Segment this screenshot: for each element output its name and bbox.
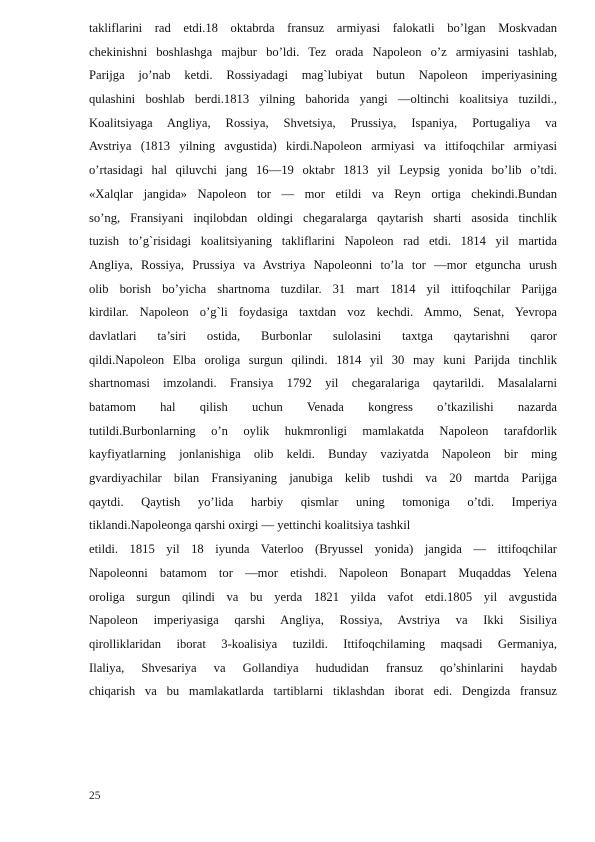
text-line: olib borish bo’yicha shartnoma tuzdilar. 31 mart 1814 yil ittifoqchilar Parijga — [89, 281, 557, 296]
text-line: o’rtasidagi hal qiluvchi jang 16—19 oktabr 1813 yil Leypsig yonida bo’lib o’tdi. — [89, 163, 557, 178]
text-line: gvardiyachilar bilan Fransiyaning janubiga kelib tushdi va 20 martda Parijga — [89, 471, 557, 486]
text-line: Koalitsiyaga Angliya, Rossiya, Shvetsiya, Prussiya, Ispaniya, Portugaliya va — [89, 115, 557, 130]
text-line: etildi. 1815 yil 18 iyunda Vaterloo (Bryussel yonida) jangida — ittifoqchilar — [89, 542, 557, 557]
text-line: Napoleonni batamom tor —mor etishdi. Napoleon Bonapart Muqaddas Yelena — [89, 565, 557, 580]
text-line: chiqarish va bu mamlakatlarda tartiblarni tiklashdan iborat edi. Dengizda fransuz — [89, 684, 557, 699]
text-line: tiklandi.Napoleonga qarshi oxirgi — yettinchi koalitsiya tashkil — [89, 518, 411, 533]
text-line: qildi.Napoleon Elba oroliga surgun qilindi. 1814 yil 30 may kuni Parijda tinchlik — [89, 352, 557, 367]
text-line: qulashini boshlab berdi.1813 yilning bahorida yangi —oltinchi koalitsiya tuzildi., — [89, 92, 557, 107]
body-text — [89, 17, 557, 704]
text-line: batamom hal qilish uchun Venada kongress o’tkazilishi nazarda — [89, 400, 557, 414]
text-line: Parijga jo’nab ketdi. Rossiyadagi mag`lubiyat butun Napoleon imperiyasining — [89, 68, 557, 83]
text-line: tutildi.Burbonlarning o’n oylik hukmronligi mamlakatda Napoleon tarafdorlik — [89, 423, 557, 438]
text-line: chekinishni boshlashga majbur bo’ldi. Tez orada Napoleon o’z armiyasini tashlab, — [89, 44, 557, 59]
text-line: Napoleon imperiyasiga qarshi Angliya, Rossiya, Avstriya va Ikki Sisiliya — [89, 613, 557, 628]
text-line: kirdilar. Napoleon o’g`li foydasiga taxtdan voz kechdi. Ammo, Senat, Yevropa — [89, 305, 557, 320]
text-line: Avstriya (1813 yilning avgustida) kirdi.Napoleon armiyasi va ittifoqchilar armiyasi — [89, 139, 557, 154]
text-line: Angliya, Rossiya, Prussiya va Avstriya Napoleonni to’la tor —mor etguncha urush — [89, 257, 557, 272]
text-line: «Xalqlar jangida» Napoleon tor — mor etildi va Reyn ortiga chekindi.Bundan — [89, 186, 557, 201]
text-line: qirolliklaridan iborat 3-koalisiya tuzildi. Ittifoqchilaming maqsadi Germaniya, — [89, 636, 557, 651]
text-line: davlatlari ta’siri ostida, Burbonlar sulolasini taxtga qaytarishni qaror — [89, 328, 557, 343]
text-line: takliflarini rad etdi.18 oktabrda fransuz armiyasi falokatli bo’lgan Moskvadan — [89, 21, 557, 35]
text-line: so’ng, Fransiyani inqilobdan oldingi chegaralarga qaytarish sharti asosida tinchlik — [89, 210, 557, 225]
text-line: tuzish to’g`risidagi koalitsiyaning takliflarini Napoleon rad etdi. 1814 yil martida — [89, 234, 557, 249]
page-number: 25 — [89, 790, 101, 802]
text-line: oroliga surgun qilindi va bu yerda 1821 yilda vafot etdi.1805 yil avgustida — [89, 589, 557, 604]
text-line: qaytdi. Qaytish yo’lida harbiy qismlar uning tomoniga o’tdi. Imperiya — [89, 494, 557, 509]
text-line: shartnomasi imzolandi. Fransiya 1792 yil chegaralariga qaytarildi. Masalalarni — [89, 376, 557, 391]
text-line: Ilaliya, Shvesariya va Gollandiya hududidan fransuz qo’shinlarini haydab — [89, 660, 557, 675]
text-line: kayfiyatlarning jonlanishiga olib keldi. Bunday vaziyatda Napoleon bir ming — [89, 447, 557, 462]
